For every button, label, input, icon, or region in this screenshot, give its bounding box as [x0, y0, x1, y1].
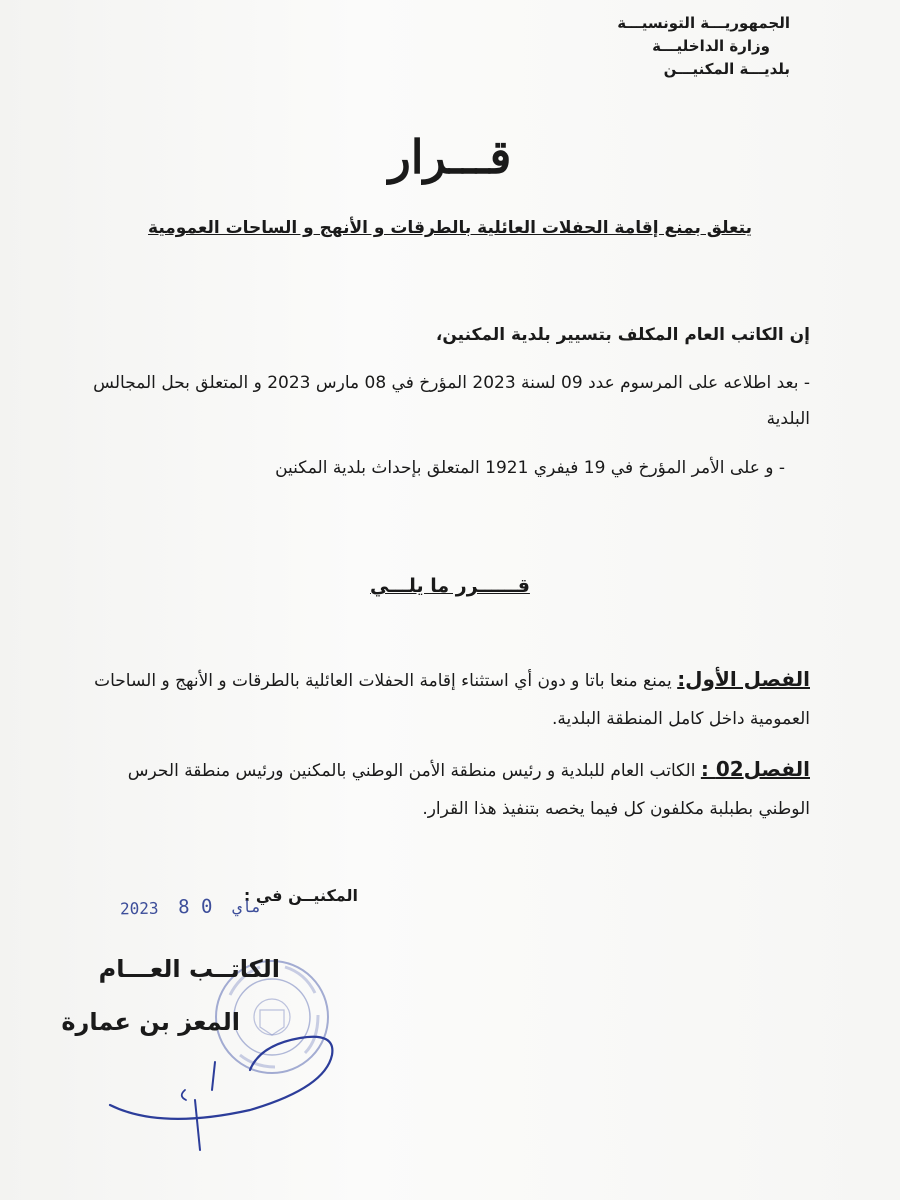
date-month: ماي [232, 896, 262, 917]
preamble-decree: - بعد اطلاعه على المرسوم عدد 09 لسنة 2023 المؤرخ في 08 مارس 2023 و المتعلق بحل المجالس البلدية [93, 373, 810, 429]
signatory-name: المعز بن عمارة [61, 1008, 240, 1036]
article-2 [80, 750, 810, 828]
document-subject: يتعلق بمنع إقامة الحفلات العائلية بالطرقات و الأنهج و الساحات العمومية [148, 218, 752, 238]
article-1-text: يمنع منعا باتا و دون أي استثناء إقامة الحفلات العائلية بالطرقات و الأنهج و الساحات العمومية داخل كامل المنطقة البلدية. [94, 671, 810, 729]
article-2-label: الفصل02 : [700, 757, 810, 781]
date-day: 0 8 [177, 895, 213, 919]
document-title: قـــرار [388, 130, 512, 184]
article-1-label: الفصل الأول: [677, 667, 810, 691]
article-2-text: الكاتب العام للبلدية و رئيس منطقة الأمن الوطني بالمكنين ورئيس منطقة الحرس الوطني بطبلبة مكلفون كل فيما يخصه بتنفيذ هذا القرار. [127, 761, 810, 819]
date-year: 2023 [119, 898, 159, 919]
decides-heading: قــــــرر ما يلـــي [370, 575, 530, 597]
preamble-order: - و على الأمر المؤرخ في 19 فيفري 1921 المتعلق بإحداث بلدية المكنين [275, 458, 785, 478]
intro-line: إن الكاتب العام المكلف بتسيير بلدية المكنين، [435, 325, 810, 345]
handwritten-signature [100, 1010, 360, 1160]
signatory-title: الكاتــب العـــام [98, 955, 280, 983]
letterhead-ministry: وزارة الداخليـــة [652, 37, 770, 55]
letterhead-republic: الجمهوريـــة التونسيـــة [617, 14, 790, 32]
date-stamp [120, 895, 271, 920]
place-label: المكنيــن في : [243, 886, 358, 905]
article-1 [80, 660, 810, 738]
letterhead-municipality: بلديـــة المكنيـــن [663, 60, 790, 78]
letterhead [617, 12, 790, 81]
